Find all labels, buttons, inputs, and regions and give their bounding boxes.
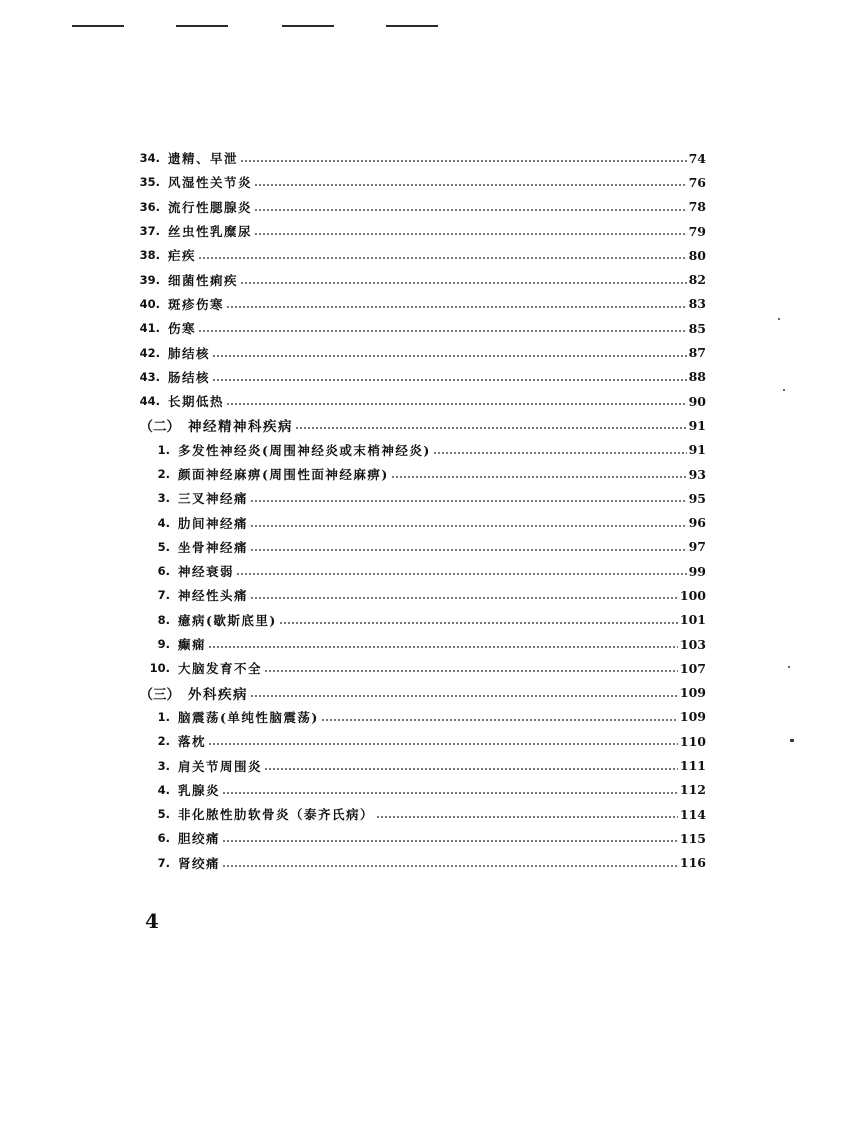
- entry-number: 7.: [157, 588, 170, 603]
- entry-page: 116: [679, 855, 706, 871]
- dot-leader: [254, 201, 687, 213]
- entry-number: 5.: [157, 807, 170, 822]
- entry-title: 遗精、早泄: [168, 151, 239, 167]
- entry-number: 9.: [157, 637, 170, 652]
- entry-title: 胆绞痛: [178, 831, 221, 847]
- toc-section-heading: [130, 681, 706, 705]
- toc-entry: [130, 146, 706, 170]
- entry-title: 颜面神经麻痹(周围性面神经麻痹): [178, 467, 389, 482]
- dot-leader: [264, 662, 678, 674]
- entry-title: 癫痫: [178, 637, 207, 653]
- dot-leader: [222, 857, 678, 869]
- entry-title: 肩关节周围炎: [178, 758, 263, 774]
- toc-entry: [130, 389, 706, 413]
- dot-leader: [212, 371, 687, 383]
- toc-entry: [130, 608, 706, 632]
- entry-page: 109: [679, 685, 706, 701]
- entry-number: 42.: [139, 345, 160, 360]
- entry-number: 2.: [157, 467, 170, 481]
- entry-page: 79: [688, 223, 706, 239]
- header-rule: [176, 25, 228, 27]
- entry-page: 87: [688, 345, 706, 361]
- entry-page: 85: [688, 320, 706, 336]
- toc-entry: [130, 753, 706, 777]
- entry-page: 83: [688, 296, 706, 312]
- toc-entry: [130, 340, 706, 364]
- entry-page: 88: [688, 369, 706, 385]
- entry-page: 80: [688, 247, 706, 263]
- toc-entry: [130, 632, 706, 656]
- entry-title: 肺结核: [168, 345, 211, 361]
- dot-leader: [222, 832, 678, 844]
- toc-entry: [130, 583, 706, 607]
- entry-title: 神经性头痛: [178, 588, 249, 604]
- entry-title: 伤寒: [168, 321, 197, 337]
- dot-leader: [264, 760, 678, 772]
- entry-title: 肠结核: [168, 369, 211, 385]
- entry-title: 流行性腮腺炎: [168, 199, 253, 215]
- toc-entry: [130, 462, 706, 486]
- header-rule: [386, 25, 438, 27]
- dot-leader: [295, 419, 687, 431]
- toc-entry: [130, 365, 706, 389]
- toc-entry: [130, 559, 706, 583]
- entry-number: 3.: [157, 758, 170, 773]
- entry-number: 38.: [139, 248, 160, 263]
- toc-entry: [130, 316, 706, 340]
- header-rule: [282, 25, 334, 27]
- entry-page: 74: [688, 150, 706, 166]
- toc-entry: [130, 243, 706, 267]
- entry-page: 107: [679, 660, 706, 676]
- dot-leader: [212, 347, 687, 359]
- entry-title: 长期低热: [168, 394, 225, 410]
- entry-page: 112: [679, 782, 706, 798]
- toc-entry: [130, 535, 706, 559]
- toc-entry: [130, 851, 706, 875]
- entry-number: 6.: [157, 564, 170, 579]
- entry-page: 78: [688, 199, 706, 215]
- toc-entry: [130, 729, 706, 753]
- toc-entry: [130, 778, 706, 802]
- entry-page: 97: [688, 539, 706, 555]
- entry-title: 坐骨神经痛: [178, 539, 249, 555]
- toc-entry: [130, 292, 706, 316]
- entry-number: 5.: [157, 539, 170, 554]
- entry-title: 细菌性痢疾: [168, 272, 239, 288]
- dot-leader: [254, 225, 687, 237]
- entry-number: 8.: [157, 612, 170, 627]
- entry-number: 44.: [139, 394, 160, 409]
- dot-leader: [226, 395, 687, 407]
- toc-section-heading: [130, 413, 706, 437]
- toc-entry: [130, 219, 706, 243]
- entry-number: 37.: [139, 224, 160, 239]
- toc-entry: [130, 267, 706, 291]
- entry-number: 10.: [149, 661, 170, 676]
- table-of-contents: [130, 146, 706, 875]
- entry-number: 1.: [157, 709, 170, 724]
- entry-page: 115: [679, 830, 706, 846]
- entry-title: 肾绞痛: [178, 855, 221, 871]
- dot-leader: [321, 711, 678, 723]
- entry-title: 风湿性关节炎: [168, 175, 253, 191]
- dot-leader: [240, 152, 687, 164]
- dot-leader: [198, 322, 687, 334]
- entry-number: （三）: [139, 686, 180, 703]
- entry-number: 6.: [157, 831, 170, 846]
- entry-title: 神经精神科疾病: [188, 419, 293, 436]
- page-number: 4: [145, 909, 159, 933]
- dot-leader: [254, 176, 687, 188]
- scan-speck: [783, 389, 785, 391]
- toc-entry: [130, 170, 706, 194]
- entry-number: 1.: [157, 442, 170, 457]
- entry-page: 93: [688, 466, 706, 482]
- dot-leader: [433, 444, 687, 456]
- entry-page: 101: [679, 612, 706, 628]
- entry-number: 43.: [139, 369, 160, 384]
- entry-page: 114: [679, 806, 706, 822]
- entry-title: 肋间神经痛: [178, 515, 249, 531]
- dot-leader: [391, 468, 687, 480]
- dot-leader: [279, 614, 678, 626]
- dot-leader: [222, 784, 678, 796]
- entry-number: 3.: [157, 491, 170, 506]
- entry-number: 41.: [139, 321, 160, 336]
- toc-entry: [130, 438, 706, 462]
- entry-title: 斑疹伤寒: [168, 296, 225, 312]
- entry-title: 乳腺炎: [178, 782, 221, 798]
- dot-leader: [240, 274, 687, 286]
- toc-entry: [130, 195, 706, 219]
- entry-title: 脑震荡(单纯性脑震荡): [178, 709, 319, 725]
- entry-title: 外科疾病: [188, 686, 248, 703]
- dot-leader: [208, 735, 678, 747]
- entry-title: 大脑发育不全: [178, 661, 263, 677]
- entry-number: 35.: [139, 175, 160, 190]
- entry-page: 103: [679, 636, 706, 652]
- entry-page: 109: [679, 709, 706, 725]
- entry-title: 非化脓性肋软骨炎（泰齐氏病）: [178, 807, 375, 823]
- toc-entry: [130, 486, 706, 510]
- entry-page: 95: [688, 490, 706, 506]
- entry-title: 落枕: [178, 734, 207, 750]
- entry-title: 多发性神经炎(周围神经炎或末梢神经炎): [178, 442, 431, 458]
- dot-leader: [226, 298, 687, 310]
- entry-page: 99: [688, 563, 706, 579]
- scan-speck: [788, 666, 790, 668]
- entry-title: 癔病(歇斯底里): [178, 612, 277, 628]
- toc-entry: [130, 705, 706, 729]
- dot-leader: [208, 638, 678, 650]
- entry-number: 2.: [157, 734, 170, 749]
- toc-entry: [130, 510, 706, 534]
- entry-page: 90: [688, 393, 706, 409]
- dot-leader: [250, 517, 687, 529]
- entry-number: 39.: [139, 272, 160, 287]
- entry-number: 34.: [139, 151, 160, 166]
- dot-leader: [250, 492, 687, 504]
- entry-title: 神经衰弱: [178, 564, 235, 580]
- entry-number: 36.: [139, 199, 160, 214]
- toc-entry: [130, 802, 706, 826]
- entry-number: （二）: [139, 419, 180, 436]
- entry-title: 三叉神经痛: [178, 491, 249, 507]
- entry-page: 100: [679, 587, 706, 603]
- entry-number: 4.: [157, 782, 170, 797]
- header-rule: [72, 25, 124, 27]
- scan-speck: [790, 739, 794, 742]
- entry-title: 丝虫性乳糜尿: [168, 224, 253, 240]
- dot-leader: [250, 541, 687, 553]
- entry-number: 7.: [157, 855, 170, 870]
- entry-page: 91: [688, 417, 706, 433]
- dot-leader: [236, 565, 687, 577]
- dot-leader: [376, 808, 678, 820]
- entry-number: 40.: [139, 296, 160, 311]
- dot-leader: [250, 687, 678, 699]
- entry-page: 111: [679, 758, 706, 774]
- scan-speck: [778, 318, 780, 320]
- entry-page: 110: [679, 733, 706, 749]
- entry-page: 96: [688, 515, 706, 531]
- entry-page: 82: [688, 272, 706, 288]
- dot-leader: [250, 589, 678, 601]
- entry-title: 疟疾: [168, 248, 197, 264]
- entry-page: 76: [688, 174, 706, 190]
- toc-entry: [130, 826, 706, 850]
- entry-page: 91: [688, 442, 706, 458]
- entry-number: 4.: [157, 515, 170, 530]
- dot-leader: [198, 249, 687, 261]
- toc-entry: [130, 656, 706, 680]
